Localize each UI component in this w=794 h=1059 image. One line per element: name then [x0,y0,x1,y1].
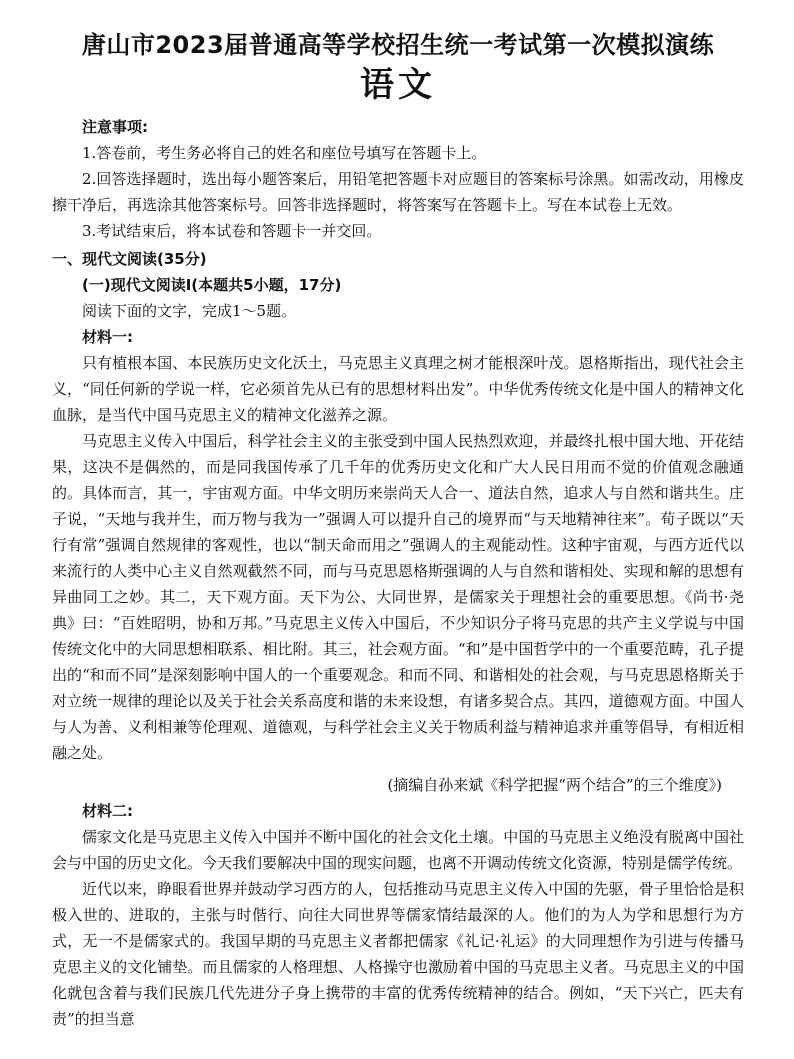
reading-instruction: 阅读下面的文字，完成1～5题。 [82,302,297,320]
material-paragraph: 马克思主义传入中国后，科学社会主义的主张受到中国人民热烈欢迎，并最终扎根中国大地、开花结果，这决不是偶然的，而是同我国传承了几千年的优秀历史文化和广大人民日用而不觉的价值观念融通的。具体而言，其一，宇宙观方面。中华文明历来崇尚天人合一、道法自然，追求人与自然和谐共生。庄子说，“天地与我并生，而万物与我为一”强调人可以提升自己的境界而“与天地精神往来”。荀子既以“天行有常”强调自然规律的客观性，也以“制天命而用之”强调人的主观能动性。这种宇宙观，与西方近代以来流行的人类中心主义自然观截然不同，而与马克思恩格斯强调的人与自然和谐相处、实现和解的思想有异曲同工之妙。其二，天下观方面。天下为公、大同世界，是儒家关于理想社会的重要思想。《尚书·尧典》曰：“百姓昭明，协和万邦。”马克思主义传入中国后，不少知识分子将马克思的共产主义学说与中国传统文化中的大同思想相联系、相比附。其三，社会观方面。“和”是中国哲学中的一个重要范畴，孔子提出的“和而不同”是深刻影响中国人的一个重要观念。和而不同、和谐相处的社会观，与马克思恩格斯关于对立统一规律的理论以及关于社会关系高度和谐的未来设想，有诸多契合点。其四，道德观方面。中国人与人为善、义利相兼等伦理观、道德观，与科学社会主义关于物质利益与精神追求并重等倡导，有相近相融之处。 [52,432,744,762]
source-citation: (摘编自孙来斌《科学把握“两个结合”的三个维度》) [387,776,722,794]
note-item: 1.答卷前，考生务必将自己的姓名和座位号填写在答题卡上。 [82,144,487,162]
material-heading: 材料一: [82,328,133,346]
material-paragraph: 近代以来，睁眼看世界并鼓动学习西方的人，包括推动马克思主义传入中国的先驱，骨子里恰恰是积极入世的、进取的，主张与时偕行、向往大同世界等儒家情结最深的人。他们的为人为学和思想行为方式，无一不是儒家式的。我国早期的马克思主义者都把儒家《礼记·礼运》的大同理想作为引进与传播马克思主义的文化铺垫。而且儒家的人格理想、人格操守也激励着中国的马克思主义者。马克思主义的中国化就包含着与我们民族几代先进分子身上携带的丰富的优秀传统精神的结合。例如，“天下兴亡，匹夫有责”的担当意 [52,880,744,1028]
subsection-heading: (一)现代文阅读Ⅰ(本题共5小题，17分) [82,276,342,294]
note-item: 2.回答选择题时，选出每小题答案后，用铅笔把答题卡对应题目的答案标号涂黑。如需改动，用橡皮擦干净后，再选涂其他答案标号。回答非选择题时，将答案写在答题卡上。写在本试卷上无效。 [52,170,744,214]
material-paragraph: 儒家文化是马克思主义传入中国并不断中国化的社会文化土壤。中国的马克思主义绝没有脱离中国社会与中国的历史文化。今天我们要解决中国的现实问题，也离不开调动传统文化资源，特别是儒学传统。 [52,828,744,872]
material-heading: 材料二: [82,802,133,820]
notes-heading: 注意事项: [82,118,148,136]
section-heading: 一、现代文阅读(35分) [52,250,207,268]
note-item: 3.考试结束后，将本试卷和答题卡一并交回。 [82,222,382,240]
material-paragraph: 只有植根本国、本民族历史文化沃土，马克思主义真理之树才能根深叶茂。恩格斯指出，现代社会主义，“同任何新的学说一样，它必须首先从已有的思想材料出发”。中华优秀传统文化是中国人的精神文化血脉，是当代中国马克思主义的精神文化滋养之源。 [52,354,744,424]
subject-title: 语文 [360,65,436,105]
exam-title: 唐山市2023届普通高等学校招生统一考试第一次模拟演练 [81,31,715,59]
